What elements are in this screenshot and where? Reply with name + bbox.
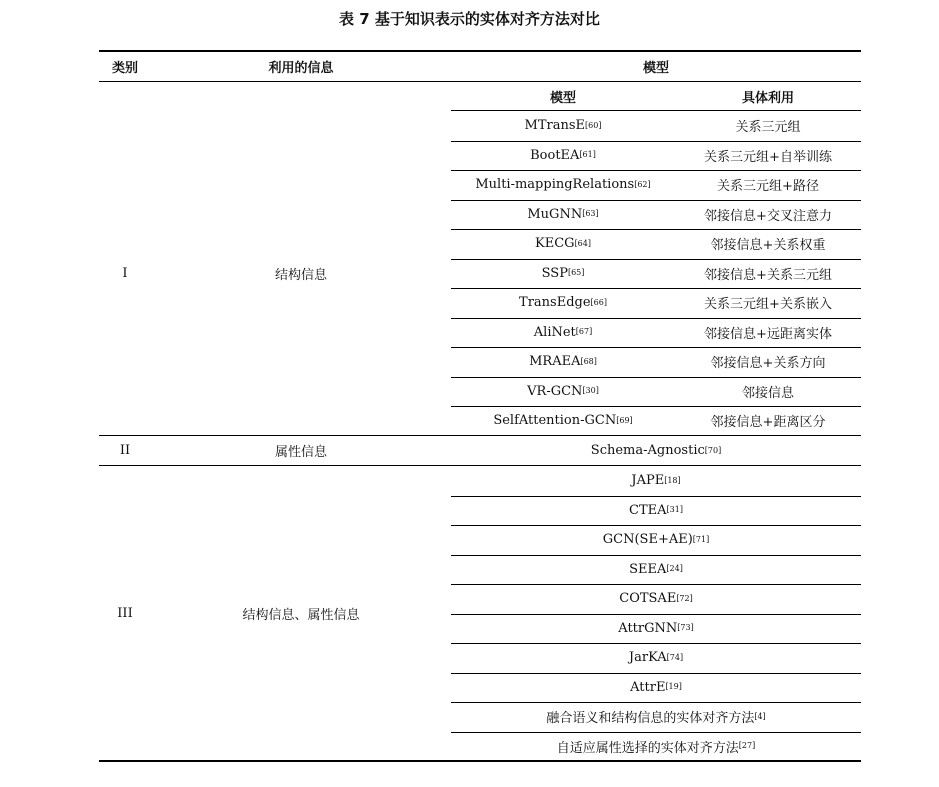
- table-row-model: MTransE [60]: [524, 118, 602, 134]
- model-name: SSP: [541, 265, 568, 281]
- model-name: 自适应属性选择的实体对齐方法: [556, 740, 739, 756]
- model-name: 融合语义和结构信息的实体对齐方法: [546, 711, 755, 727]
- table-row-usage: 邻接信息+关系方向: [710, 356, 826, 372]
- table-row-model: 自适应属性选择的实体对齐方法 [27]: [451, 732, 861, 762]
- table-row-usage: 邻接信息+交叉注意力: [704, 208, 832, 224]
- table-row-usage: 关系三元组+自举训练: [704, 149, 832, 165]
- header-info: 利用的信息: [268, 61, 334, 76]
- model-name: BootEA: [530, 147, 580, 163]
- table-row-model: SSP [65]: [541, 265, 585, 281]
- model-name: MRAEA: [529, 354, 581, 370]
- model-name: COTSAE: [619, 591, 677, 607]
- table-row-model: CTEA [31]: [629, 502, 683, 518]
- table-row-model: JarKA [74]: [628, 650, 684, 666]
- header-category: 类别: [111, 61, 138, 76]
- group1-category: I: [122, 266, 128, 281]
- subheader-model: 模型: [549, 91, 576, 106]
- bottom-rule: [99, 760, 861, 762]
- table-row-usage: 关系三元组+路径: [717, 179, 819, 195]
- model-name: AttrGNN: [618, 620, 678, 636]
- table-row-model: GCN(SE+AE) [71]: [602, 532, 710, 548]
- table-row-model: SEEA [24]: [629, 561, 683, 577]
- group2-info: 属性信息: [274, 445, 327, 460]
- table-row-model: KECG [64]: [535, 236, 591, 252]
- table-row-usage: 邻接信息+远距离实体: [704, 326, 832, 342]
- table-title: 表 7 基于知识表示的实体对齐方法对比: [339, 10, 600, 28]
- group2-category: II: [119, 443, 131, 458]
- table-row-model: MuGNN [63]: [527, 206, 599, 222]
- model-name: SEEA: [629, 561, 667, 577]
- model-name: MTransE: [524, 118, 586, 134]
- table-row-model: AttrGNN [73]: [618, 620, 694, 636]
- table-row-usage: 邻接信息: [741, 385, 794, 401]
- table-row-usage: 邻接信息+距离区分: [710, 415, 826, 431]
- model-name: KECG: [535, 236, 575, 252]
- group1-info: 结构信息: [274, 268, 327, 283]
- table-row-usage: 邻接信息+关系三元组: [704, 267, 832, 283]
- model-name: TransEdge: [519, 295, 591, 311]
- table-row-model: Multi-mappingRelations [62]: [475, 177, 651, 193]
- header-model: 模型: [642, 61, 669, 76]
- model-name: Multi-mappingRelations: [475, 177, 635, 193]
- table-row-model: BootEA [61]: [530, 147, 596, 163]
- table-row-model: VR-GCN [30]: [527, 383, 599, 399]
- table-row-usage: 邻接信息+关系权重: [710, 238, 826, 254]
- group3-category: III: [117, 606, 133, 621]
- subheader-usage: 具体利用: [741, 91, 794, 106]
- model-name: JAPE: [631, 473, 665, 489]
- model-name: GCN(SE+AE): [602, 532, 693, 548]
- table-row-model: COTSAE [72]: [619, 591, 693, 607]
- table-row-model: AliNet [67]: [533, 324, 593, 340]
- table-row-model: TransEdge [66]: [519, 295, 607, 311]
- table-row-model: 融合语义和结构信息的实体对齐方法 [4]: [451, 702, 861, 732]
- table-row-model: MRAEA [68]: [529, 354, 597, 370]
- model-name: CTEA: [629, 502, 667, 518]
- model-name: AliNet: [533, 324, 576, 340]
- model-name: SelfAttention-GCN: [493, 413, 617, 429]
- group3-info: 结构信息、属性信息: [242, 608, 360, 623]
- table-row-usage: 关系三元组: [735, 120, 801, 136]
- table-row-model: SelfAttention-GCN [69]: [493, 413, 633, 429]
- model-name: Schema-Agnostic: [590, 443, 705, 458]
- group2-model: Schema-Agnostic [70]: [590, 443, 722, 458]
- model-name: MuGNN: [527, 206, 583, 222]
- table-row-model: AttrE [19]: [630, 679, 682, 695]
- model-name: AttrE: [630, 679, 666, 695]
- model-name: JarKA: [628, 650, 667, 666]
- table-row-usage: 关系三元组+关系嵌入: [704, 297, 832, 313]
- model-name: VR-GCN: [527, 383, 583, 399]
- table-row-model: JAPE [18]: [631, 473, 681, 489]
